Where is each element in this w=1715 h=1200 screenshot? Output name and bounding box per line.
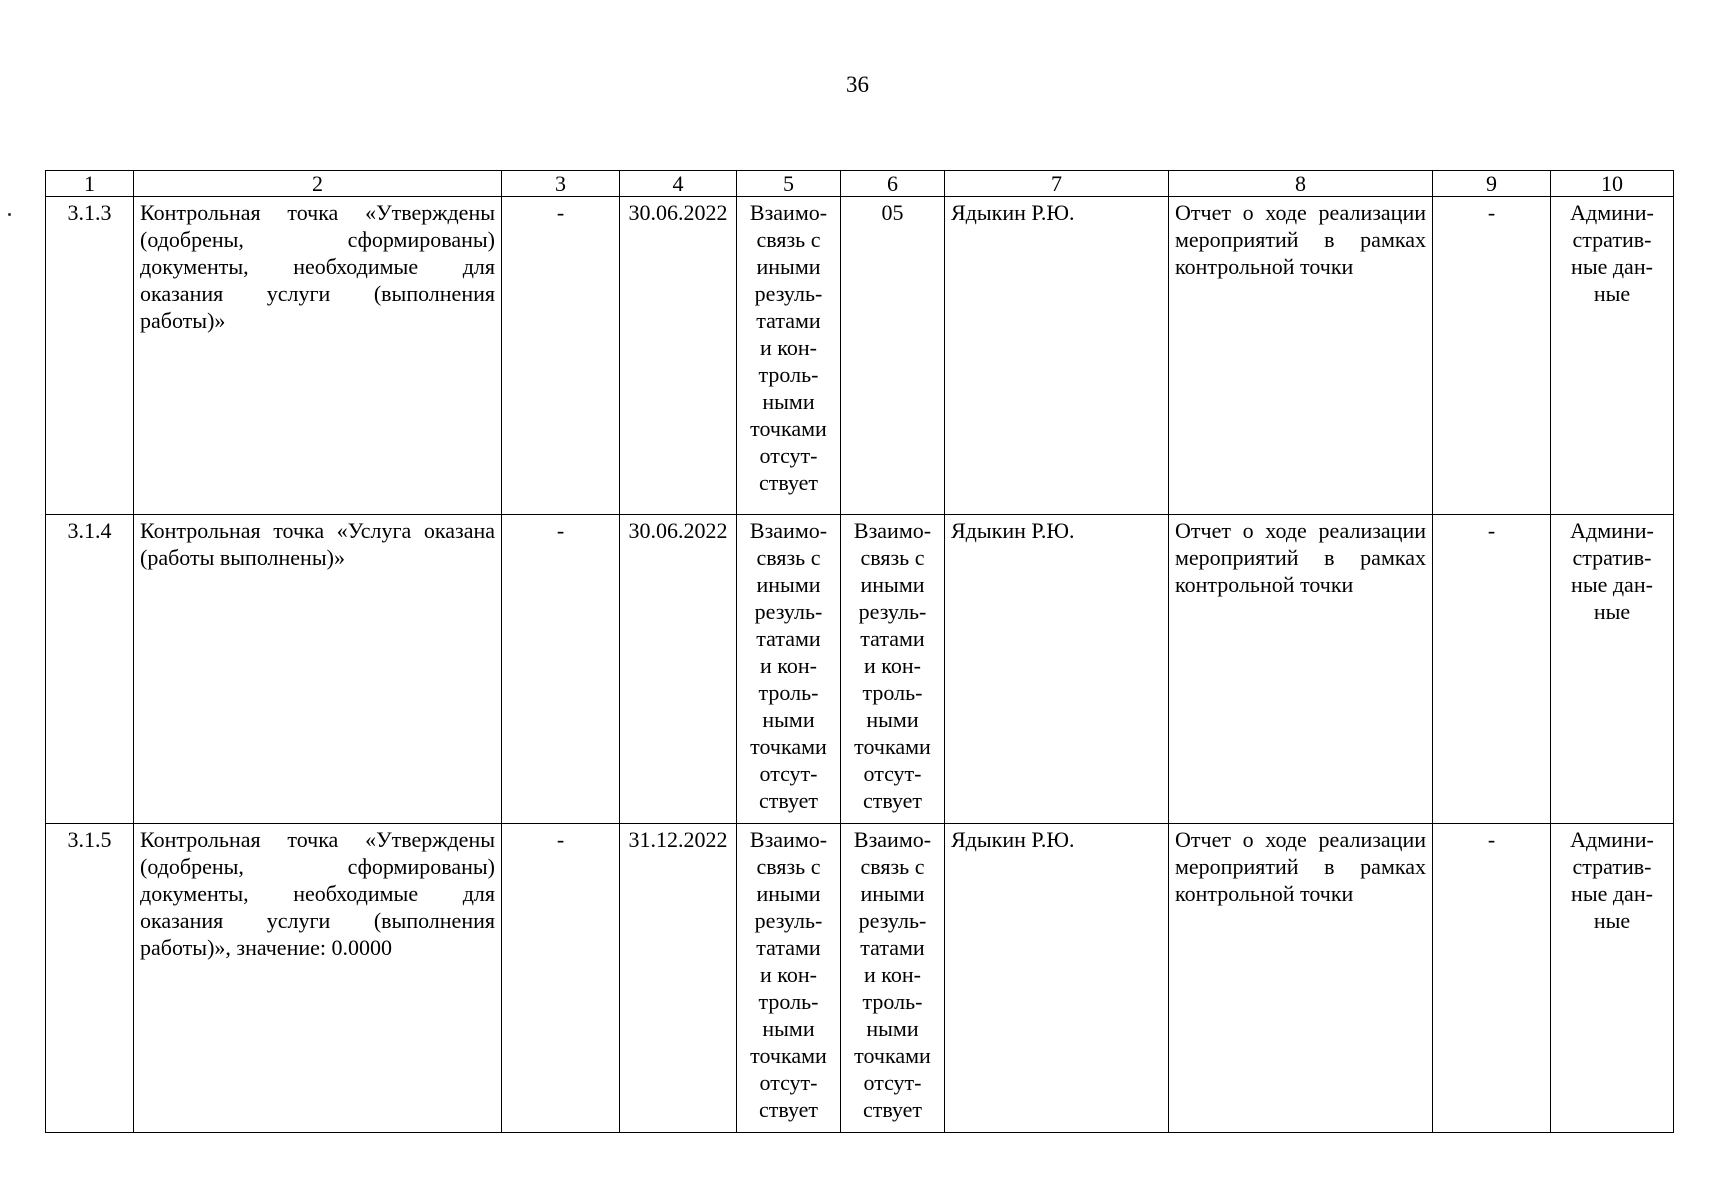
row-number: 3.1.4 xyxy=(46,515,134,824)
column-header: 6 xyxy=(841,171,945,197)
responsible-person: Ядыкин Р.Ю. xyxy=(945,197,1169,515)
column-header: 7 xyxy=(945,171,1169,197)
control-point-name: Контрольная точка «Утверждены (одобрены, сформированы) документы, необходимые для оказания услуги (выполнения работы)» xyxy=(134,197,502,515)
due-date: 30.06.2022 xyxy=(620,515,737,824)
due-date: 31.12.2022 xyxy=(620,824,737,1133)
control-points-table xyxy=(45,170,1674,1133)
column-header: 3 xyxy=(502,171,620,197)
control-point-name: Контрольная точка «Утверждены (одобрены, сформированы) документы, необходимые для оказания услуги (выполнения работы)», значение: 0.0000 xyxy=(134,824,502,1133)
column-header: 4 xyxy=(620,171,737,197)
data-source: Админи- стратив- ные дан- ные xyxy=(1551,515,1674,824)
row-number: 3.1.5 xyxy=(46,824,134,1133)
table-row xyxy=(46,197,1674,515)
responsible-person: Ядыкин Р.Ю. xyxy=(945,515,1169,824)
column-header: 8 xyxy=(1169,171,1433,197)
column-5-value: Взаимо- связь с иными резуль- татами и кон- троль- ными точками отсут- ствует xyxy=(737,197,841,515)
column-header: 10 xyxy=(1551,171,1674,197)
column-header: 5 xyxy=(737,171,841,197)
row-number: 3.1.3 xyxy=(46,197,134,515)
column-9-value: - xyxy=(1433,824,1551,1133)
column-header: 9 xyxy=(1433,171,1551,197)
table-row xyxy=(46,824,1674,1133)
column-3-value: - xyxy=(502,824,620,1133)
column-5-value: Взаимо- связь с иными резуль- татами и кон- троль- ными точками отсут- ствует xyxy=(737,824,841,1133)
report-type: Отчет о ходе реализации мероприятий в рамках контрольной точки xyxy=(1169,197,1433,515)
column-header: 2 xyxy=(134,171,502,197)
column-5-value: Взаимо- связь с иными резуль- татами и кон- троль- ными точками отсут- ствует xyxy=(737,515,841,824)
column-6-value: Взаимо- связь с иными резуль- татами и кон- троль- ными точками отсут- ствует xyxy=(841,515,945,824)
report-type: Отчет о ходе реализации мероприятий в рамках контрольной точки xyxy=(1169,515,1433,824)
control-point-name: Контрольная точка «Услуга оказана (работы выполнены)» xyxy=(134,515,502,824)
column-header: 1 xyxy=(46,171,134,197)
responsible-person: Ядыкин Р.Ю. xyxy=(945,824,1169,1133)
table-row xyxy=(46,515,1674,824)
data-source: Админи- стратив- ные дан- ные xyxy=(1551,197,1674,515)
scan-dot-mark xyxy=(8,213,11,216)
column-9-value: - xyxy=(1433,515,1551,824)
table-header-row xyxy=(46,171,1674,197)
column-3-value: - xyxy=(502,197,620,515)
page-number: 36 xyxy=(846,72,869,97)
due-date: 30.06.2022 xyxy=(620,197,737,515)
column-6-value: Взаимо- связь с иными резуль- татами и кон- троль- ными точками отсут- ствует xyxy=(841,824,945,1133)
column-3-value: - xyxy=(502,515,620,824)
data-source: Админи- стратив- ные дан- ные xyxy=(1551,824,1674,1133)
column-6-value: 05 xyxy=(841,197,945,515)
report-type: Отчет о ходе реализации мероприятий в рамках контрольной точки xyxy=(1169,824,1433,1133)
column-9-value: - xyxy=(1433,197,1551,515)
